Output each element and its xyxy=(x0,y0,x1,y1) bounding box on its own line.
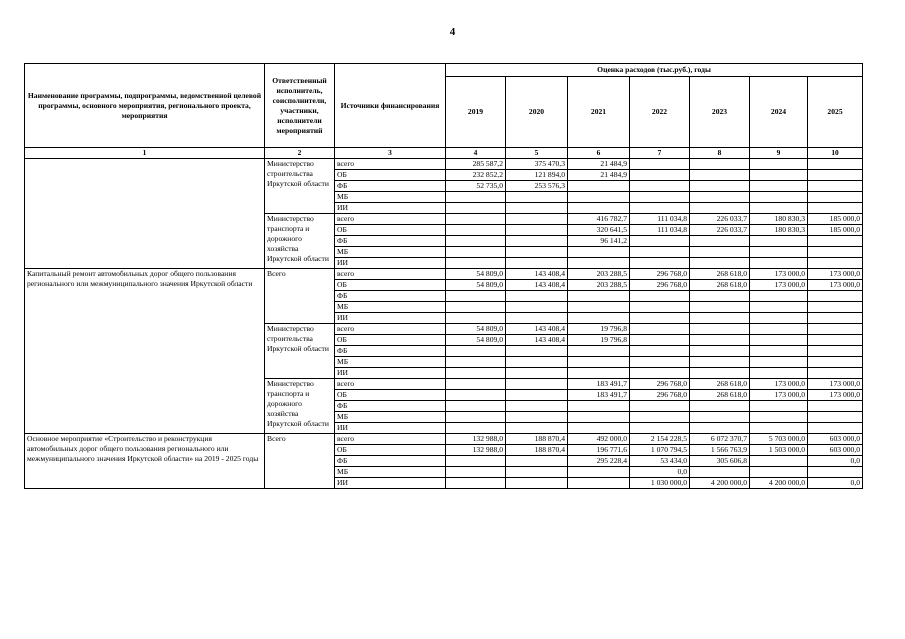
value-cell xyxy=(808,192,863,203)
value-cell xyxy=(808,467,863,478)
value-cell: 183 491,7 xyxy=(568,379,630,390)
value-cell: 173 000,0 xyxy=(808,269,863,280)
value-cell xyxy=(446,467,506,478)
value-cell xyxy=(808,412,863,423)
value-cell: 268 618,0 xyxy=(690,379,750,390)
header-year: 2021 xyxy=(568,77,630,148)
value-cell: 4 200 000,0 xyxy=(690,478,750,489)
value-cell xyxy=(690,181,750,192)
value-cell xyxy=(750,159,808,170)
value-cell: 2 154 228,5 xyxy=(630,434,690,445)
value-cell: 296 768,0 xyxy=(630,280,690,291)
value-cell xyxy=(750,181,808,192)
value-cell xyxy=(808,159,863,170)
funding-source-cell: ОБ xyxy=(335,280,446,291)
value-cell xyxy=(568,346,630,357)
value-cell xyxy=(568,412,630,423)
value-cell xyxy=(750,357,808,368)
funding-source-cell: ИИ xyxy=(335,203,446,214)
header-executor-column: Ответственный исполнитель, соисполнители, участники, исполнители мероприятий xyxy=(265,64,335,148)
funding-source-cell: ФБ xyxy=(335,291,446,302)
funding-source-cell: МБ xyxy=(335,412,446,423)
value-cell: 173 000,0 xyxy=(808,379,863,390)
value-cell xyxy=(506,401,568,412)
value-cell xyxy=(808,258,863,269)
value-cell xyxy=(750,401,808,412)
value-cell xyxy=(446,247,506,258)
value-cell xyxy=(506,291,568,302)
value-cell xyxy=(750,313,808,324)
value-cell: 19 796,8 xyxy=(568,335,630,346)
value-cell xyxy=(568,302,630,313)
value-cell: 54 809,0 xyxy=(446,335,506,346)
value-cell xyxy=(630,423,690,434)
value-cell xyxy=(690,368,750,379)
value-cell xyxy=(690,247,750,258)
column-number: 10 xyxy=(808,148,863,159)
value-cell xyxy=(446,258,506,269)
value-cell xyxy=(750,456,808,467)
column-number: 8 xyxy=(690,148,750,159)
value-cell xyxy=(506,467,568,478)
funding-source-cell: всего xyxy=(335,434,446,445)
value-cell xyxy=(630,401,690,412)
value-cell xyxy=(750,335,808,346)
column-number: 3 xyxy=(335,148,446,159)
value-cell xyxy=(690,335,750,346)
column-number: 4 xyxy=(446,148,506,159)
value-cell xyxy=(690,324,750,335)
value-cell xyxy=(446,478,506,489)
column-number: 5 xyxy=(506,148,568,159)
value-cell xyxy=(568,192,630,203)
value-cell: 0,0 xyxy=(808,478,863,489)
value-cell xyxy=(630,236,690,247)
value-cell xyxy=(630,357,690,368)
value-cell: 180 830,3 xyxy=(750,214,808,225)
value-cell: 143 408,4 xyxy=(506,324,568,335)
funding-source-cell: ОБ xyxy=(335,390,446,401)
value-cell xyxy=(506,203,568,214)
value-cell xyxy=(568,478,630,489)
value-cell: 416 782,7 xyxy=(568,214,630,225)
value-cell: 1 503 000,0 xyxy=(750,445,808,456)
value-cell: 132 988,0 xyxy=(446,434,506,445)
value-cell: 188 870,4 xyxy=(506,434,568,445)
value-cell xyxy=(630,170,690,181)
executor-cell: Министерство транспорта и дорожного хозяйства Иркутской области xyxy=(265,214,335,269)
value-cell xyxy=(446,456,506,467)
funding-source-cell: ИИ xyxy=(335,478,446,489)
value-cell xyxy=(750,346,808,357)
value-cell xyxy=(690,302,750,313)
funding-source-cell: ФБ xyxy=(335,236,446,247)
value-cell xyxy=(506,247,568,258)
value-cell xyxy=(690,423,750,434)
value-cell xyxy=(690,203,750,214)
value-cell xyxy=(630,368,690,379)
value-cell xyxy=(808,324,863,335)
column-number: 7 xyxy=(630,148,690,159)
value-cell xyxy=(506,423,568,434)
value-cell: 19 796,8 xyxy=(568,324,630,335)
value-cell xyxy=(750,192,808,203)
value-cell xyxy=(446,291,506,302)
value-cell xyxy=(808,236,863,247)
header-name-column: Наименование программы, подпрограммы, ведомственной целевой программы, основного мероприятия, регионального проекта, мероприятия xyxy=(25,64,265,148)
page-number: 4 xyxy=(449,26,456,38)
value-cell xyxy=(446,192,506,203)
value-cell: 173 000,0 xyxy=(750,280,808,291)
value-cell xyxy=(808,401,863,412)
value-cell: 173 000,0 xyxy=(750,379,808,390)
value-cell xyxy=(808,291,863,302)
funding-source-cell: всего xyxy=(335,159,446,170)
column-number: 1 xyxy=(25,148,265,159)
value-cell xyxy=(808,357,863,368)
value-cell xyxy=(630,258,690,269)
funding-source-cell: всего xyxy=(335,379,446,390)
value-cell: 296 768,0 xyxy=(630,390,690,401)
value-cell xyxy=(568,357,630,368)
value-cell xyxy=(506,346,568,357)
value-cell: 268 618,0 xyxy=(690,269,750,280)
value-cell xyxy=(506,357,568,368)
program-name-cell: Основное мероприятие «Строительство и реконструкция автомобильных дорог общего пользования регионального или межмуниципального значения Иркутской области» на 2019 - 2025 годы xyxy=(25,434,265,489)
value-cell xyxy=(690,258,750,269)
table-row xyxy=(25,269,863,280)
value-cell: 52 735,0 xyxy=(446,181,506,192)
value-cell xyxy=(506,236,568,247)
value-cell xyxy=(568,401,630,412)
funding-source-cell: ФБ xyxy=(335,181,446,192)
value-cell xyxy=(446,401,506,412)
value-cell: 143 408,4 xyxy=(506,335,568,346)
value-cell xyxy=(568,247,630,258)
value-cell xyxy=(446,302,506,313)
value-cell xyxy=(750,258,808,269)
value-cell xyxy=(506,456,568,467)
value-cell xyxy=(750,423,808,434)
value-cell: 143 408,4 xyxy=(506,269,568,280)
funding-source-cell: ФБ xyxy=(335,401,446,412)
value-cell xyxy=(630,159,690,170)
value-cell xyxy=(750,291,808,302)
value-cell xyxy=(808,313,863,324)
value-cell: 185 000,0 xyxy=(808,225,863,236)
value-cell xyxy=(808,203,863,214)
value-cell: 295 228,4 xyxy=(568,456,630,467)
value-cell xyxy=(690,467,750,478)
value-cell xyxy=(446,236,506,247)
value-cell: 132 988,0 xyxy=(446,445,506,456)
funding-source-cell: ОБ xyxy=(335,170,446,181)
funding-source-cell: ОБ xyxy=(335,225,446,236)
value-cell: 53 434,0 xyxy=(630,456,690,467)
value-cell xyxy=(630,412,690,423)
value-cell: 1 030 000,0 xyxy=(630,478,690,489)
budget-table xyxy=(24,63,863,489)
value-cell: 1 070 794,5 xyxy=(630,445,690,456)
header-year: 2019 xyxy=(446,77,506,148)
value-cell: 226 033,7 xyxy=(690,225,750,236)
value-cell: 173 000,0 xyxy=(750,269,808,280)
funding-source-cell: всего xyxy=(335,269,446,280)
value-cell: 54 809,0 xyxy=(446,280,506,291)
value-cell xyxy=(506,225,568,236)
value-cell xyxy=(690,291,750,302)
value-cell: 180 830,3 xyxy=(750,225,808,236)
table-body xyxy=(25,159,863,489)
value-cell: 226 033,7 xyxy=(690,214,750,225)
value-cell xyxy=(446,379,506,390)
value-cell: 0,0 xyxy=(630,467,690,478)
value-cell xyxy=(690,170,750,181)
value-cell xyxy=(446,214,506,225)
value-cell xyxy=(808,302,863,313)
value-cell xyxy=(446,203,506,214)
value-cell: 492 000,0 xyxy=(568,434,630,445)
value-cell: 320 641,5 xyxy=(568,225,630,236)
value-cell: 1 566 763,9 xyxy=(690,445,750,456)
value-cell: 0,0 xyxy=(808,456,863,467)
value-cell xyxy=(446,412,506,423)
value-cell xyxy=(506,313,568,324)
value-cell xyxy=(808,335,863,346)
value-cell xyxy=(446,423,506,434)
value-cell xyxy=(630,346,690,357)
value-cell xyxy=(568,258,630,269)
funding-source-cell: ИИ xyxy=(335,258,446,269)
program-name-cell: Капитальный ремонт автомобильных дорог общего пользования регионального или межмуниципального значения Иркутской области xyxy=(25,269,265,434)
value-cell xyxy=(808,368,863,379)
funding-source-cell: МБ xyxy=(335,357,446,368)
column-number: 9 xyxy=(750,148,808,159)
value-cell: 183 491,7 xyxy=(568,390,630,401)
value-cell: 21 484,9 xyxy=(568,159,630,170)
value-cell xyxy=(750,412,808,423)
value-cell xyxy=(690,346,750,357)
value-cell xyxy=(568,313,630,324)
value-cell: 268 618,0 xyxy=(690,280,750,291)
value-cell xyxy=(630,203,690,214)
value-cell: 54 809,0 xyxy=(446,324,506,335)
value-cell xyxy=(446,313,506,324)
value-cell xyxy=(690,236,750,247)
value-cell: 188 870,4 xyxy=(506,445,568,456)
value-cell xyxy=(630,291,690,302)
value-cell: 232 852,2 xyxy=(446,170,506,181)
value-cell: 111 034,8 xyxy=(630,225,690,236)
value-cell xyxy=(808,346,863,357)
value-cell xyxy=(750,302,808,313)
value-cell xyxy=(690,192,750,203)
value-cell xyxy=(506,258,568,269)
value-cell xyxy=(690,159,750,170)
value-cell xyxy=(808,181,863,192)
funding-source-cell: ОБ xyxy=(335,335,446,346)
funding-source-cell: МБ xyxy=(335,192,446,203)
value-cell xyxy=(568,181,630,192)
value-cell: 203 288,5 xyxy=(568,280,630,291)
header-year: 2023 xyxy=(690,77,750,148)
table-row xyxy=(25,434,863,445)
value-cell xyxy=(568,291,630,302)
column-number: 6 xyxy=(568,148,630,159)
value-cell xyxy=(568,423,630,434)
executor-cell: Министерство строительства Иркутской области xyxy=(265,159,335,214)
value-cell: 96 141,2 xyxy=(568,236,630,247)
value-cell xyxy=(630,181,690,192)
value-cell xyxy=(506,302,568,313)
funding-source-cell: всего xyxy=(335,214,446,225)
value-cell xyxy=(750,203,808,214)
executor-cell: Всего xyxy=(265,434,335,489)
funding-source-cell: МБ xyxy=(335,247,446,258)
column-number: 2 xyxy=(265,148,335,159)
header-year: 2020 xyxy=(506,77,568,148)
value-cell xyxy=(630,302,690,313)
value-cell xyxy=(690,401,750,412)
table-row xyxy=(25,159,863,170)
value-cell xyxy=(808,423,863,434)
header-estimate-column: Оценка расходов (тыс.руб.), годы xyxy=(446,64,863,77)
value-cell xyxy=(630,324,690,335)
value-cell: 173 000,0 xyxy=(808,390,863,401)
value-cell xyxy=(750,236,808,247)
value-cell xyxy=(446,225,506,236)
header-year: 2024 xyxy=(750,77,808,148)
value-cell: 203 288,5 xyxy=(568,269,630,280)
value-cell xyxy=(630,335,690,346)
value-cell xyxy=(506,478,568,489)
value-cell: 296 768,0 xyxy=(630,379,690,390)
value-cell: 268 618,0 xyxy=(690,390,750,401)
value-cell: 21 484,9 xyxy=(568,170,630,181)
value-cell: 185 000,0 xyxy=(808,214,863,225)
funding-source-cell: ИИ xyxy=(335,313,446,324)
value-cell xyxy=(506,214,568,225)
value-cell xyxy=(568,203,630,214)
value-cell: 121 894,0 xyxy=(506,170,568,181)
value-cell: 196 771,6 xyxy=(568,445,630,456)
value-cell xyxy=(506,390,568,401)
value-cell: 173 000,0 xyxy=(808,280,863,291)
value-cell xyxy=(446,368,506,379)
value-cell xyxy=(630,192,690,203)
executor-cell: Министерство строительства Иркутской области xyxy=(265,324,335,379)
value-cell: 5 703 000,0 xyxy=(750,434,808,445)
funding-source-cell: ОБ xyxy=(335,445,446,456)
value-cell xyxy=(750,368,808,379)
value-cell xyxy=(568,368,630,379)
value-cell: 4 200 000,0 xyxy=(750,478,808,489)
header-year: 2022 xyxy=(630,77,690,148)
value-cell: 6 072 370,7 xyxy=(690,434,750,445)
value-cell xyxy=(506,368,568,379)
value-cell xyxy=(506,412,568,423)
value-cell xyxy=(446,346,506,357)
value-cell: 143 408,4 xyxy=(506,280,568,291)
funding-source-cell: всего xyxy=(335,324,446,335)
value-cell: 285 587,2 xyxy=(446,159,506,170)
value-cell xyxy=(808,170,863,181)
value-cell: 603 000,0 xyxy=(808,445,863,456)
executor-cell: Министерство транспорта и дорожного хозяйства Иркутской области xyxy=(265,379,335,434)
value-cell xyxy=(750,324,808,335)
value-cell: 253 576,3 xyxy=(506,181,568,192)
value-cell xyxy=(750,467,808,478)
value-cell: 603 000,0 xyxy=(808,434,863,445)
value-cell xyxy=(630,247,690,258)
value-cell xyxy=(630,313,690,324)
value-cell: 296 768,0 xyxy=(630,269,690,280)
value-cell xyxy=(506,379,568,390)
value-cell xyxy=(690,412,750,423)
funding-source-cell: ИИ xyxy=(335,368,446,379)
value-cell xyxy=(690,357,750,368)
funding-source-cell: ИИ xyxy=(335,423,446,434)
funding-source-cell: ФБ xyxy=(335,456,446,467)
value-cell xyxy=(446,357,506,368)
value-cell xyxy=(808,247,863,258)
value-cell: 111 034,8 xyxy=(630,214,690,225)
funding-source-cell: МБ xyxy=(335,302,446,313)
value-cell xyxy=(750,247,808,258)
value-cell: 375 470,3 xyxy=(506,159,568,170)
funding-source-cell: ФБ xyxy=(335,346,446,357)
value-cell: 305 606,8 xyxy=(690,456,750,467)
executor-cell: Всего xyxy=(265,269,335,324)
value-cell xyxy=(568,467,630,478)
value-cell xyxy=(506,192,568,203)
value-cell: 54 809,0 xyxy=(446,269,506,280)
value-cell xyxy=(446,390,506,401)
value-cell xyxy=(690,313,750,324)
value-cell xyxy=(750,170,808,181)
program-name-cell xyxy=(25,159,265,269)
value-cell: 173 000,0 xyxy=(750,390,808,401)
funding-source-cell: МБ xyxy=(335,467,446,478)
header-source-column: Источники финансирования xyxy=(335,64,446,148)
header-year: 2025 xyxy=(808,77,863,148)
